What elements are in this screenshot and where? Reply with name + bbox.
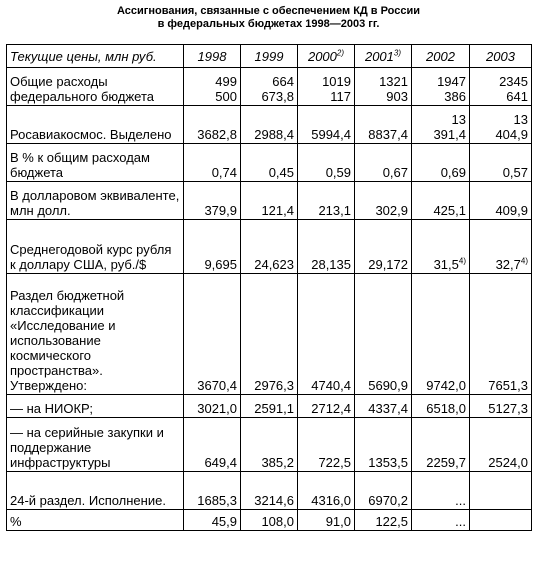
- value-cell: 1353,5: [355, 418, 412, 472]
- value-cell: ...: [412, 510, 470, 531]
- value-cell: 31,5$^{4)}$: [412, 220, 470, 274]
- value-cell: 2712,4: [298, 395, 355, 418]
- value-cell: 0,69: [412, 144, 470, 182]
- header-cell: 2003: [470, 45, 532, 68]
- title-line-1: Ассигнования, связанные с обеспечением КД в России: [116, 5, 421, 17]
- value-cell: 8837,4: [355, 106, 412, 144]
- header-row: [7, 45, 532, 68]
- value-cell: 121,4: [241, 182, 298, 220]
- value-cell: 0,45: [241, 144, 298, 182]
- value-cell: 1947 386: [412, 68, 470, 106]
- value-cell: 3021,0: [184, 395, 241, 418]
- value-cell: 2524,0: [470, 418, 532, 472]
- row-label: Росавиакосмос. Выделено: [7, 106, 184, 144]
- value-cell: 649,4: [184, 418, 241, 472]
- table-row: [7, 220, 532, 274]
- value-cell: 664 673,8: [241, 68, 298, 106]
- value-cell: 5690,9: [355, 274, 412, 395]
- row-label: В долларовом эквиваленте, млн долл.: [7, 182, 184, 220]
- header-cell: 2000$^{2)}$: [298, 45, 355, 68]
- value-cell: 24,623: [241, 220, 298, 274]
- value-cell: 0,74: [184, 144, 241, 182]
- row-label: — на НИОКР;: [7, 395, 184, 418]
- value-cell: 32,7$^{4)}$: [470, 220, 532, 274]
- value-cell: 499 500: [184, 68, 241, 106]
- value-cell: 9,695: [184, 220, 241, 274]
- value-cell: 213,1: [298, 182, 355, 220]
- value-cell: 108,0: [241, 510, 298, 531]
- table-row: [7, 182, 532, 220]
- value-cell: 5994,4: [298, 106, 355, 144]
- value-cell: 3682,8: [184, 106, 241, 144]
- value-cell: 0,67: [355, 144, 412, 182]
- table-row: [7, 274, 532, 395]
- value-cell: 28,135: [298, 220, 355, 274]
- row-label: Среднегодовой курс рубля к доллару США, руб./$: [7, 220, 184, 274]
- value-cell: 2259,7: [412, 418, 470, 472]
- document-title: [0, 5, 537, 31]
- row-label: — на серийные закупки и поддержание инфраструктуры: [7, 418, 184, 472]
- table-row: [7, 144, 532, 182]
- value-cell: 1321 903: [355, 68, 412, 106]
- header-cell: 2001$^{3)}$: [355, 45, 412, 68]
- header-cell: Текущие цены, млн руб.: [7, 45, 184, 68]
- value-cell: 2976,3: [241, 274, 298, 395]
- value-cell: 2591,1: [241, 395, 298, 418]
- value-cell: 3670,4: [184, 274, 241, 395]
- budget-table: [6, 44, 532, 531]
- value-cell: 4740,4: [298, 274, 355, 395]
- value-cell: 4316,0: [298, 472, 355, 510]
- table-row: [7, 68, 532, 106]
- table-row: [7, 510, 532, 531]
- value-cell: 302,9: [355, 182, 412, 220]
- row-label: 24-й раздел. Исполнение.: [7, 472, 184, 510]
- value-cell: 6518,0: [412, 395, 470, 418]
- value-cell: 0,59: [298, 144, 355, 182]
- header-cell: 1999: [241, 45, 298, 68]
- value-cell: 385,2: [241, 418, 298, 472]
- table-row: [7, 395, 532, 418]
- title-line-2: в федеральных бюджетах 1998—2003 гг.: [157, 18, 380, 30]
- value-cell: [470, 510, 532, 531]
- value-cell: 13 404,9: [470, 106, 532, 144]
- value-cell: 722,5: [298, 418, 355, 472]
- value-cell: 2345 641: [470, 68, 532, 106]
- value-cell: ...: [412, 472, 470, 510]
- value-cell: 7651,3: [470, 274, 532, 395]
- header-cell: 2002: [412, 45, 470, 68]
- value-cell: 9742,0: [412, 274, 470, 395]
- value-cell: [470, 472, 532, 510]
- header-cell: 1998: [184, 45, 241, 68]
- value-cell: 5127,3: [470, 395, 532, 418]
- value-cell: 91,0: [298, 510, 355, 531]
- row-label: Раздел бюджетной классификации «Исследование и использование космического пространства». Утверждено:: [7, 274, 184, 395]
- row-label: Общие расходы федерального бюджета: [7, 68, 184, 106]
- value-cell: 1019 117: [298, 68, 355, 106]
- value-cell: 4337,4: [355, 395, 412, 418]
- table-row: [7, 472, 532, 510]
- value-cell: 409,9: [470, 182, 532, 220]
- value-cell: 122,5: [355, 510, 412, 531]
- value-cell: 1685,3: [184, 472, 241, 510]
- value-cell: 2988,4: [241, 106, 298, 144]
- value-cell: 29,172: [355, 220, 412, 274]
- value-cell: 425,1: [412, 182, 470, 220]
- value-cell: 3214,6: [241, 472, 298, 510]
- table-row: [7, 106, 532, 144]
- value-cell: 6970,2: [355, 472, 412, 510]
- value-cell: 379,9: [184, 182, 241, 220]
- value-cell: 45,9: [184, 510, 241, 531]
- row-label: %: [7, 510, 184, 531]
- row-label: В % к общим расходам бюджета: [7, 144, 184, 182]
- value-cell: 13 391,4: [412, 106, 470, 144]
- value-cell: 0,57: [470, 144, 532, 182]
- table-row: [7, 418, 532, 472]
